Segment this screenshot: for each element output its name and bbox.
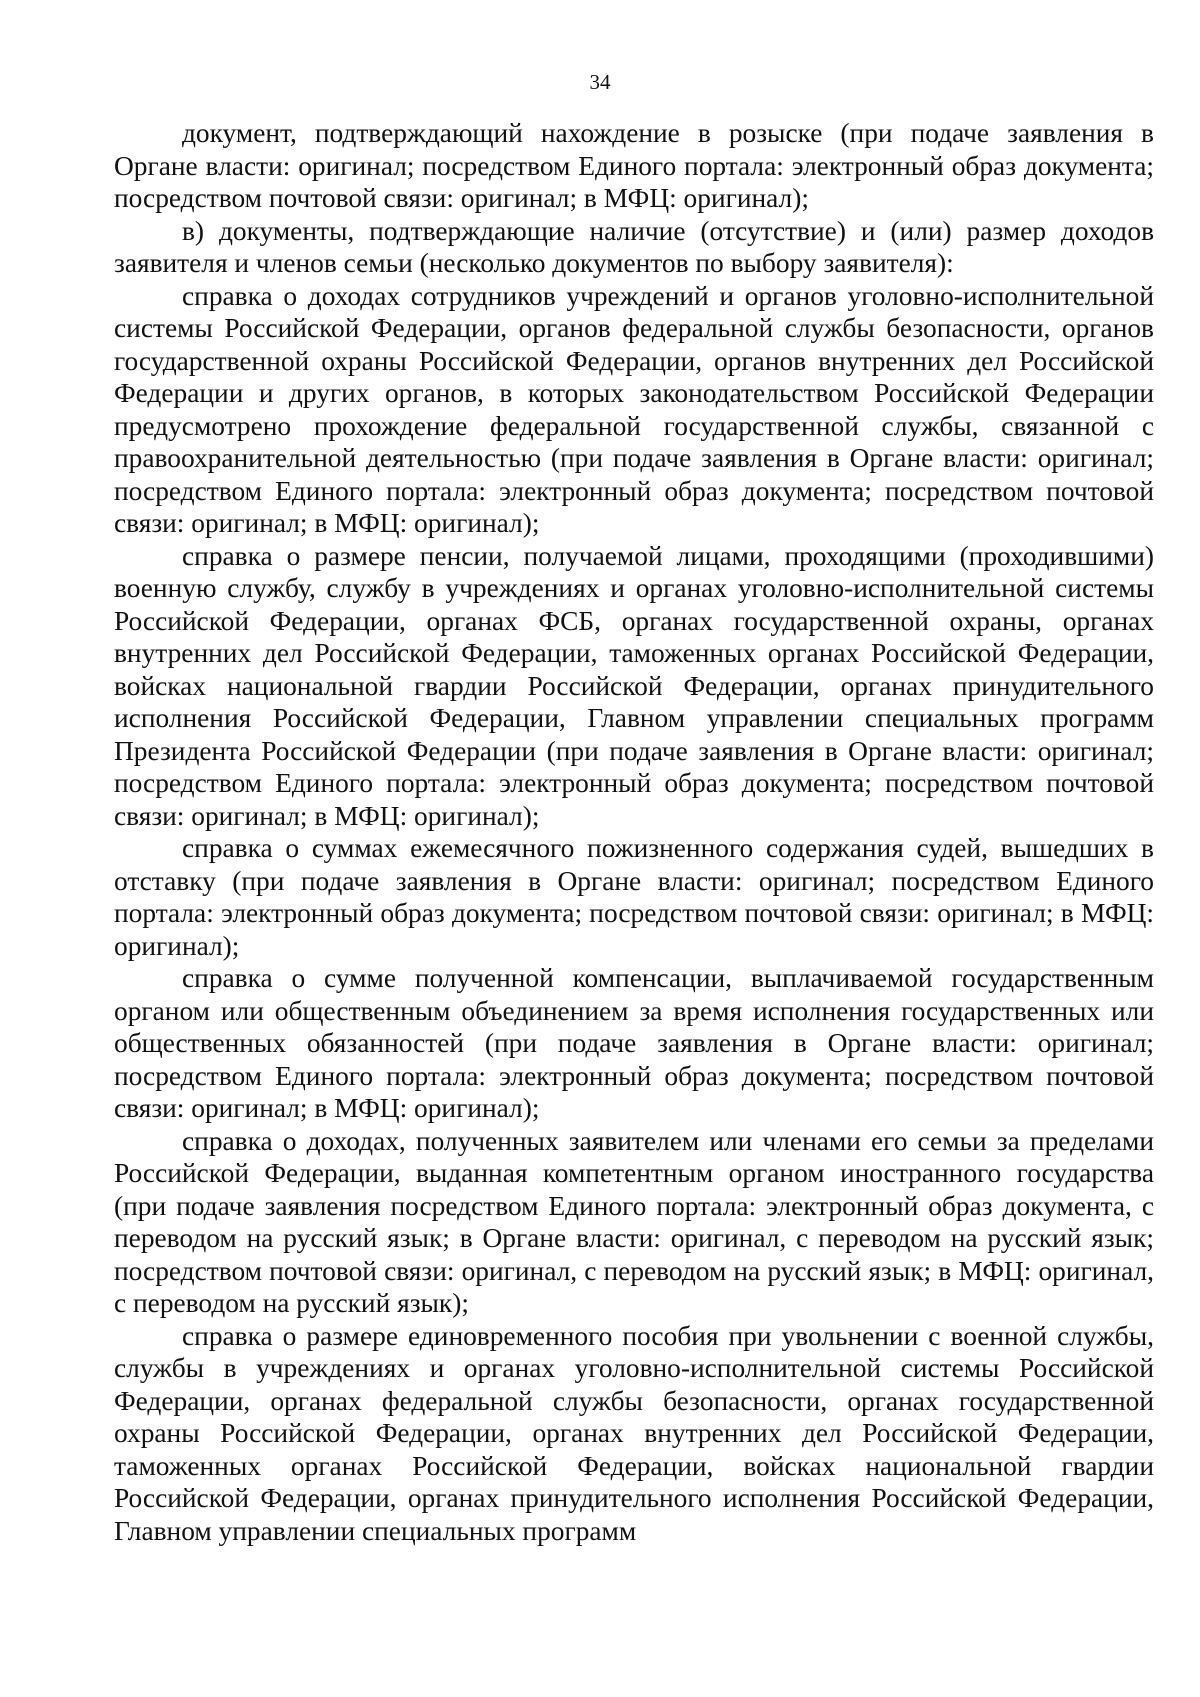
paragraph-wanted-document: документ, подтверждающий нахождение в розыске (при подаче заявления в Органе власти: оригинал; посредством Единого портала: электронный образ документа; посредством почтовой связи: оригинал; в МФЦ: оригинал);	[114, 118, 1154, 213]
page-number: 34	[589, 70, 611, 94]
paragraph-compensation-certificate: справка о сумме полученной компенсации, выплачиваемой государственным органом или общественным объединением за время исполнения государственных или общественных обязанностей (при подаче заявления в Органе власти: оригинал; посредством Единого портала: электронный образ документа; посредством почтовой связи: оригинал; в МФЦ: оригинал);	[114, 963, 1154, 1123]
document-body	[114, 117, 1154, 1547]
paragraph-foreign-income-certificate: справка о доходах, полученных заявителем или членами его семьи за пределами Российской Федерации, выданная компетентным органом иностранного государства (при подаче заявления посредством Единого портала: электронный образ документа, с переводом на русский язык; в Органе власти: оригинал, с переводом на русский язык; посредством почтовой связи: оригинал, с переводом на русский язык; в МФЦ: оригинал, с переводом на русский язык);	[114, 1125, 1154, 1318]
paragraph-pension-certificate: справка о размере пенсии, получаемой лицами, проходящими (проходившими) военную службу, службу в учреждениях и органах уголовно-исполнительной системы Российской Федерации, органах ФСБ, органах государственной охраны, органах внутренних дел Российской Федерации, таможенных органах Российской Федерации, войсках национальной гвардии Российской Федерации, органах принудительного исполнения Российской Федерации, Главном управлении специальных программ Президента Российской Федерации (при подаче заявления в Органе власти: оригинал; посредством Единого портала: электронный образ документа; посредством почтовой связи: оригинал; в МФЦ: оригинал);	[114, 540, 1154, 831]
paragraph-income-certificate-law-enforcement: справка о доходах сотрудников учреждений и органов уголовно-исполнительной системы Российской Федерации, органов федеральной службы безопасности, органов государственной охраны Российской Федерации, органов внутренних дел Российской Федерации и других органов, в которых законодательством Российской Федерации предусмотрено прохождение федеральной государственной службы, связанной с правоохранительной деятельностью (при подаче заявления в Органе власти: оригинал; посредством Единого портала: электронный образ документа; посредством почтовой связи: оригинал; в МФЦ: оригинал);	[114, 280, 1154, 538]
paragraph-retired-judges-certificate: справка о суммах ежемесячного пожизненного содержания судей, вышедших в отставку (при подаче заявления в Органе власти: оригинал; посредством Единого портала: электронный образ документа; посредством почтовой связи: оригинал; в МФЦ: оригинал);	[114, 833, 1154, 961]
paragraph-dismissal-allowance-certificate: справка о размере единовременного пособия при увольнении с военной службы, службы в учреждениях и органах уголовно-исполнительной системы Российской Федерации, органах федеральной службы безопасности, органах государственной охраны Российской Федерации, органах внутренних дел Российской Федерации, таможенных органах Российской Федерации, войсках национальной гвардии Российской Федерации, органах принудительного исполнения Российской Федерации, Главном управлении специальных программ	[114, 1320, 1154, 1546]
paragraph-income-documents-heading: в) документы, подтверждающие наличие (отсутствие) и (или) размер доходов заявителя и членов семьи (несколько документов по выбору заявителя):	[114, 215, 1154, 278]
